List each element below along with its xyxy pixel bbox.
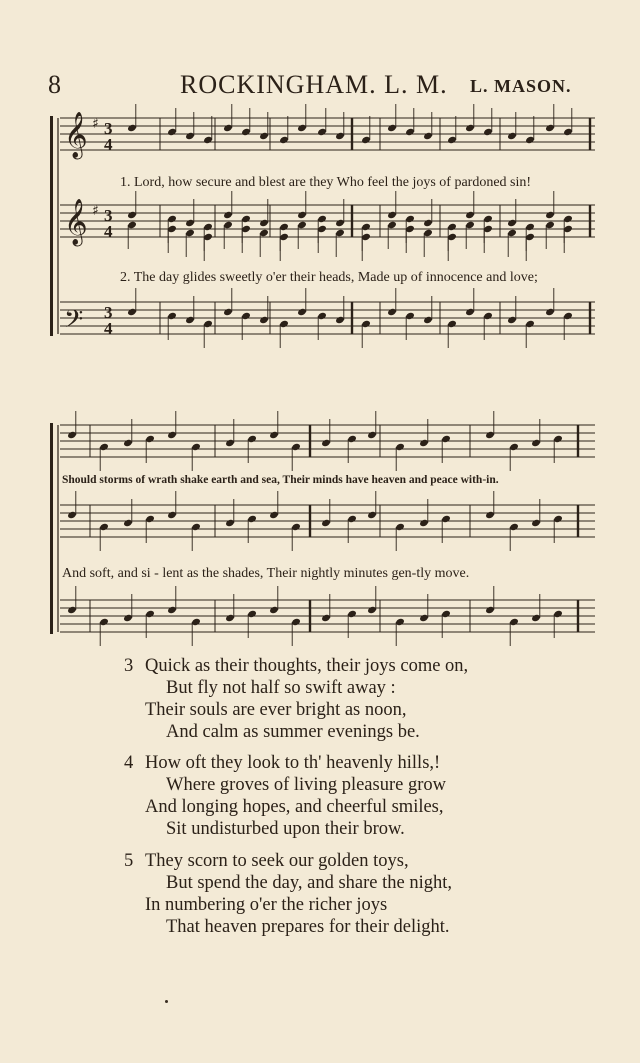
- lyric-line-3: Should storms of wrath shake earth and sea, Their minds have heaven and peace with-in.: [62, 474, 499, 486]
- verse-line: Their souls are ever bright as noon,: [145, 700, 407, 720]
- verse-line: But fly not half so swift away :: [166, 678, 396, 698]
- verse-line: How oft they look to th' heavenly hills,!: [145, 753, 441, 773]
- page-number: 8: [48, 70, 61, 99]
- verse-line: And calm as summer evenings be.: [166, 722, 420, 742]
- lyric-line-1: 1. Lord, how secure and blest are they Who feel the joys of pardoned sin!: [120, 175, 532, 190]
- treble-clef-icon: 𝄞: [64, 199, 88, 245]
- time-signature: 3: [104, 303, 113, 322]
- sharp-icon: ♯: [92, 203, 99, 219]
- time-signature: 4: [104, 135, 113, 154]
- printer-mark: [165, 1000, 168, 1003]
- verse-line: But spend the day, and share the night,: [166, 873, 453, 893]
- time-signature: 3: [104, 206, 113, 225]
- sharp-icon: ♯: [92, 116, 99, 132]
- system-brace: [50, 423, 53, 634]
- verse-line: Where groves of living pleasure grow: [166, 775, 446, 795]
- verse-line: And longing hopes, and cheerful smiles,: [145, 797, 444, 817]
- system-brace: [50, 116, 53, 336]
- verse-line: They scorn to seek our golden toys,: [145, 851, 409, 871]
- verse-number: 4: [124, 753, 134, 773]
- tune-title: ROCKINGHAM. L. M.: [180, 70, 448, 99]
- lyric-line-2: 2. The day glides sweetly o'er their heads, Made up of innocence and love;: [120, 270, 538, 285]
- time-signature: 3: [104, 119, 113, 138]
- verse-line: That heaven prepares for their delight.: [166, 917, 450, 937]
- bass-clef-icon: 𝄢: [64, 305, 84, 340]
- verse-number: 5: [124, 851, 134, 871]
- time-signature: 4: [104, 222, 113, 241]
- lyric-line-4: And soft, and si - lent as the shades, Their nightly minutes gen-tly move.: [62, 566, 470, 581]
- verse-line: Quick as their thoughts, their joys come on,: [145, 656, 469, 676]
- treble-clef-icon: 𝄞: [64, 112, 88, 158]
- verse-number: 3: [124, 656, 134, 676]
- verse-line: Sit undisturbed upon their brow.: [166, 819, 405, 839]
- composer-name: L. MASON.: [470, 76, 572, 96]
- verse-line: In numbering o'er the richer joys: [145, 895, 388, 915]
- time-signature: 4: [104, 319, 113, 338]
